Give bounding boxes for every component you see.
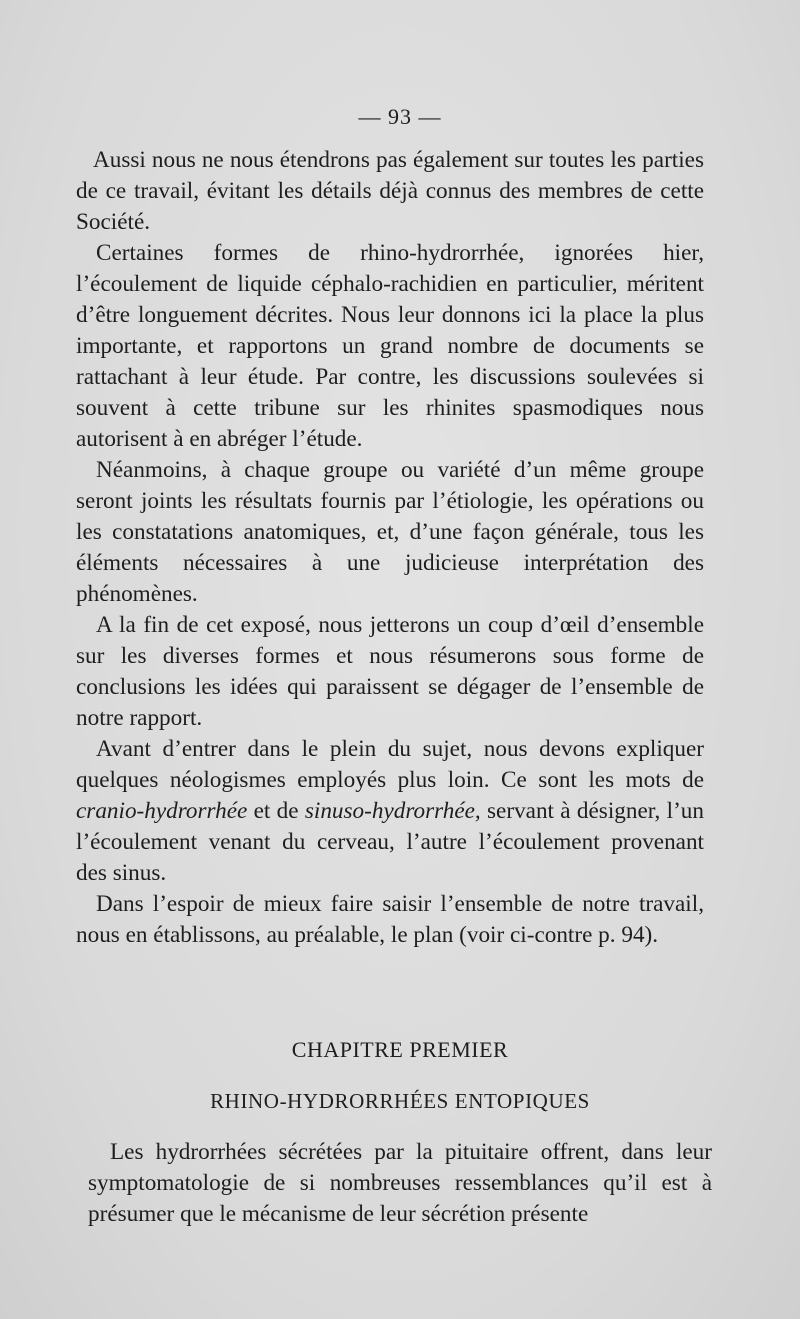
paragraph-4: A la fin de cet exposé, nous jetterons un coup d’œil d’ensemble sur les diverses formes et nous résumerons sous forme de conclusions les idées qui paraissent se dégager de l’ensemble de notre rapport.: [76, 612, 704, 731]
term-cranio-hydrorrhee: cranio-hydrorrhée: [76, 798, 248, 824]
paragraph-5: [76, 734, 704, 889]
paragraph-5-part-3: servant à désigner, l’un l’écoulement venant du cerveau, l’autre l’écoulement provenant des sinus.: [76, 798, 704, 886]
chapter-title: CHAPITRE PREMIER: [291, 1037, 509, 1062]
paragraph-2: Certaines formes de rhino-hydrorrhée, ignorées hier, l’écoulement de liquide céphalo-rachidien en particulier, méritent d’être longuement décrites. Nous leur donnons ici la place la plus importante, et rapportons un grand nombre de documents se rattachant à leur étude. Par contre, les discussions soulevées si souvent à cette tribune sur les rhinites spasmodiques nous autorisent à en abréger l’étude.: [76, 240, 704, 452]
body-text: [76, 145, 704, 951]
chapter-paragraph-1: Les hydrorrhées sécrétées par la pituitaire offrent, dans leur symptomatologie de si nombreuses ressemblances qu’il est à présumer que le mécanisme de leur sécrétion présente: [88, 1139, 712, 1227]
paragraph-3: Néanmoins, à chaque groupe ou variété d’un même groupe seront joints les résultats fournis par l’étiologie, les opérations ou les constatations anatomiques, et, d’une façon générale, tous les éléments nécessaires à une judicieuse interprétation des phénomènes.: [76, 457, 704, 607]
term-sinuso-hydrorrhee: sinuso-hydrorrhée,: [304, 798, 481, 824]
paragraph-5-part-2: et de: [247, 798, 305, 824]
paragraph-6: Dans l’espoir de mieux faire saisir l’ensemble de notre travail, nous en établissons, au préalable, le plan (voir ci-contre p. 94).: [76, 891, 704, 948]
page-number: — 93 —: [358, 104, 442, 129]
paragraph-1: Aussi nous ne nous étendrons pas également sur toutes les parties de ce travail, évitant les détails déjà connus des membres de cette Société.: [76, 147, 704, 235]
section-title: RHINO-HYDRORRHÉES ENTOPIQUES: [210, 1089, 590, 1113]
chapter-body-text: [88, 1137, 712, 1230]
paragraph-5-part-1: Avant d’entrer dans le plein du sujet, nous devons expliquer quelques néologismes employés plus loin. Ce sont les mots de: [76, 736, 704, 793]
